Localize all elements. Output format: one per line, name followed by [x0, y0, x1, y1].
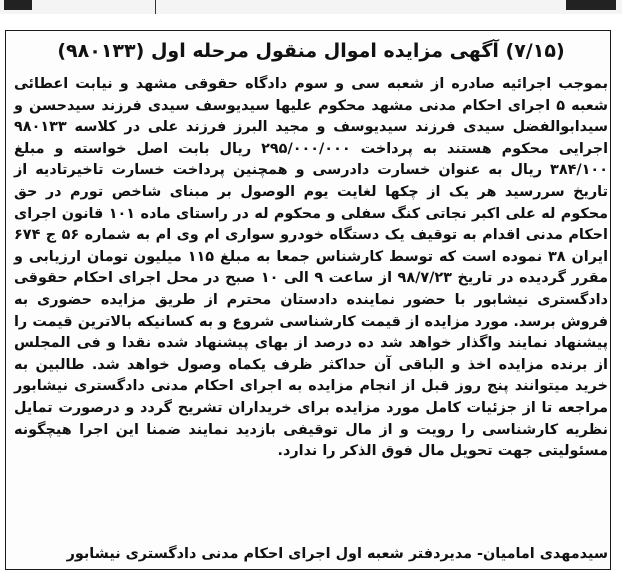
top-cropped-strip — [0, 0, 622, 14]
cropped-text-fragment — [566, 0, 616, 10]
cropped-text-fragment — [4, 0, 32, 10]
notice-signature: سیدمهدی امامیان- مدیردفتر شعبه اول اجرای احکام مدنی دادگستری نیشابور — [66, 546, 608, 562]
notice-title: (۷/۱۵) آگهی مزایده اموال منقول مرحله اول (۹۸۰۱۳۳) — [57, 40, 565, 62]
notice-body: بموجب اجرائیه صادره از شعبه سی و سوم دادگاه حقوقی مشهد و نیابت اعطائی شعبه ۵ اجرای احکام مدنی مشهد محکوم علیها سیدیوسف سیدی فرزند سیدحسن و سیدابوالفضل سیدی فرزند سیدیوسف و مجید البرز فرزند علی در کلاسه ۹۸۰۱۳۳ اجرایی محکوم هستند به پرداخت ۲۹۵/۰۰۰/۰۰۰ ریال بابت اصل خواسته و مبلغ ۳۸۴/۱۰۰ ریال به عنوان خسارت دادرسی و همچنین پرداخت خسارت تاخیرتادیه از تاریخ سررسید هر یک از چکها لغایت یوم الوصول بر مبنای شاخص تورم در حق محکوم له علی اکبر نجاتی کنگ سفلی و محکوم له در راستای ماده ۱۰۱ قانون اجرای احکام مدنی اقدام به توقیف یک دستگاه خودرو سواری ام وی ام به شماره ۵۶ ج ۶۷۴ ایران ۳۸ نموده است که توسط کارشناس جمعا به مبلغ ۱۱۵ میلیون تومان ارزیابی و مقرر گردیده در تاریخ ۹۸/۷/۲۳ از ساعت ۹ الی ۱۰ صبح در محل اجرای احکام حقوقی دادگستری نیشابور با حضور نماینده دادستان محترم از طریق مزایده حضوری به فروش برسد. مورد مزایده از قیمت کارشناسی شروع و به کسانیکه بالاترین قیمت را پیشنهاد نمایند واگذار خواهد شد ده درصد از بهای پیشنهاد شده نقدا و فی المجلس از برنده مزایده اخذ و الباقی آن حداکثر ظرف یکماه وصول خواهد شد. طالبین به خرید میتوانند پنج روز قبل از انجام مزایده به اجرای احکام مدنی دادگستری نیشابور مراجعه تا از جزئیات کامل مورد مزایده برای خریداران تشریح گردد و درصورت تمایل نظریه کارشناسی را رویت و از مال توقیفی بازدید نمایند ضمنا این اجرا هیچگونه مسئولیتی جهت تحویل مال فوق الذکر را ندارد. — [14, 76, 609, 460]
column-divider — [155, 0, 156, 14]
